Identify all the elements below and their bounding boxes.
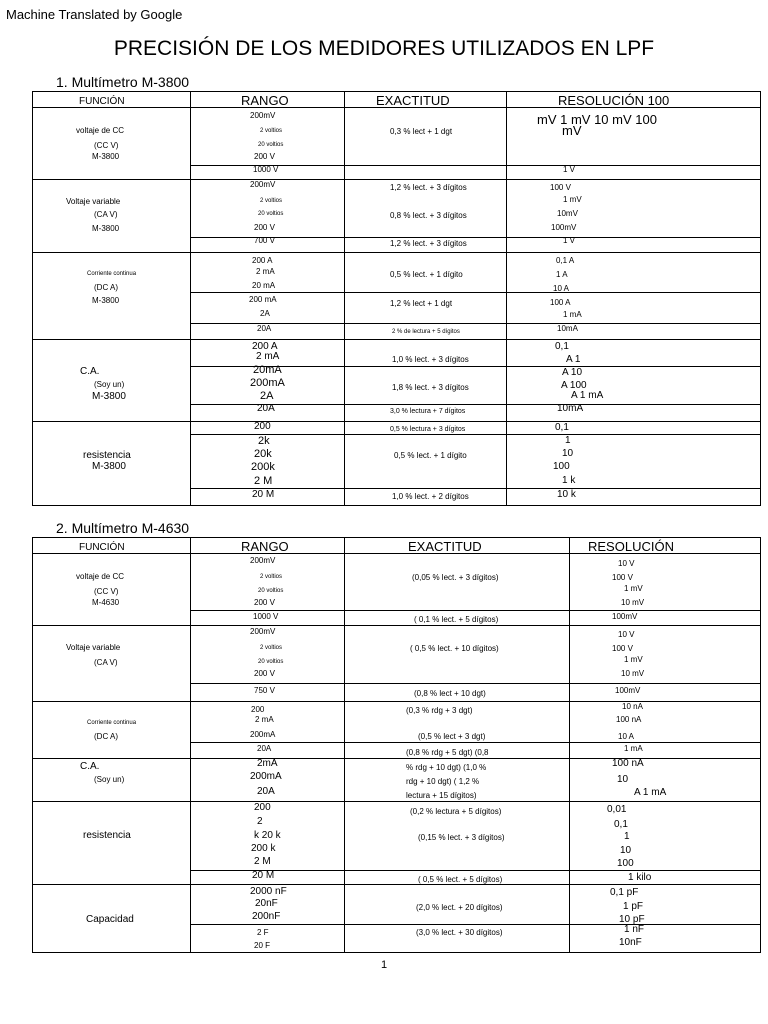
row-divider xyxy=(33,252,760,253)
table-cell-text: 1 mA xyxy=(624,744,643,753)
header-exactitud: EXACTITUD xyxy=(408,539,482,554)
table-cell-text: 200k xyxy=(251,461,275,473)
table-cell-text: 200mV xyxy=(250,111,276,120)
row-divider xyxy=(33,553,760,554)
table-cell-text: 20 F xyxy=(254,941,271,950)
table-cell-text: 20 voltios xyxy=(258,588,284,594)
table-cell-text: 1 xyxy=(565,435,571,446)
table-cell-text: 200 xyxy=(254,421,271,432)
table-cell-text: (2,0 % lect. + 20 dígitos) xyxy=(416,903,503,912)
subrow-divider xyxy=(190,434,760,435)
table-cell-text: 700 V xyxy=(254,236,275,245)
table-cell-text: 20 M xyxy=(252,870,275,881)
table-cell-text: M-3800 xyxy=(92,391,126,402)
table-cell-text: 1,2 % lect. + 3 dígitos xyxy=(390,239,467,248)
table-cell-text: 200 mA xyxy=(249,295,277,304)
table-cell-text: ( 0,5 % lect. + 10 dígitos) xyxy=(410,644,499,653)
table-cell-text: 1,0 % lect. + 2 dígitos xyxy=(392,492,469,501)
table-cell-text: resistencia xyxy=(83,830,131,841)
table-cell-text: 10mA xyxy=(557,324,578,333)
table-cell-text: A 1 mA xyxy=(634,787,667,798)
table-cell-text: voltaje de CC xyxy=(76,126,125,135)
table-cell-text: % rdg + 10 dgt) (1,0 % xyxy=(406,763,487,772)
table-cell-text: (0,2 % lectura + 5 dígitos) xyxy=(410,807,502,816)
table-cell-text: (0,8 % rdg + 5 dgt) (0,8 xyxy=(406,748,489,757)
table-cell-text: 1,0 % lect. + 3 dígitos xyxy=(392,355,469,364)
subrow-divider xyxy=(190,610,760,611)
table-cell-text: 2 mA xyxy=(256,351,280,362)
table-cell-text: (CC V) xyxy=(94,587,119,596)
column-divider xyxy=(506,92,507,505)
table-cell-text: 20 M xyxy=(252,489,275,500)
subrow-divider xyxy=(190,292,760,293)
table-cell-text: 20 voltios xyxy=(258,142,284,148)
table-cell-text: 20A xyxy=(257,786,275,797)
table-cell-text: 10 xyxy=(562,448,574,459)
table-cell-text: 2k xyxy=(258,435,270,447)
column-divider xyxy=(569,538,570,952)
table-cell-text: k 20 k xyxy=(254,830,281,841)
table-cell-text: 100 nA xyxy=(616,715,642,724)
table-cell-text: 200 V xyxy=(254,598,275,607)
table-cell-text: 1,2 % lect + 1 dgt xyxy=(390,299,453,308)
column-divider xyxy=(190,92,191,505)
table-cell-text: 20 voltios xyxy=(258,659,284,665)
column-divider xyxy=(344,92,345,505)
table-cell-text: 10mV xyxy=(557,209,578,218)
table-cell-text: (3,0 % lect. + 30 dígitos) xyxy=(416,928,503,937)
table-cell-text: Corriente continua xyxy=(87,720,137,726)
table-cell-text: 1000 V xyxy=(253,612,279,621)
column-divider xyxy=(344,538,345,952)
table-cell-text: 1 kilo xyxy=(628,872,652,883)
table-cell-text: A 100 xyxy=(561,380,587,391)
table-cell-text: 20A xyxy=(257,324,272,333)
table-cell-text: 200 V xyxy=(254,152,275,161)
table-cell-text: (CA V) xyxy=(94,658,118,667)
table-cell-text: C.A. xyxy=(80,366,100,377)
table-cell-text: 10 A xyxy=(553,284,570,293)
table-cell-text: 2 mA xyxy=(255,715,274,724)
table-cell-text: 10 xyxy=(617,774,629,785)
table-cell-text: 0,1 A xyxy=(556,256,575,265)
header-resolucion: RESOLUCIÓN 100 xyxy=(558,93,670,108)
table-cell-text: 200nF xyxy=(252,911,281,922)
table-cell-text: ( 0,1 % lect. + 5 dígitos) xyxy=(414,615,499,624)
table-cell-text: 1 nF xyxy=(624,924,645,935)
table-cell-text: 200mV xyxy=(250,180,276,189)
header-funcion: FUNCIÓN xyxy=(79,542,125,553)
subrow-divider xyxy=(190,237,760,238)
section-heading-m4630: 2. Multímetro M-4630 xyxy=(56,520,190,536)
table-cell-text: 100 A xyxy=(550,298,571,307)
header-rango: RANGO xyxy=(241,93,289,108)
table-cell-text: 100mV xyxy=(551,223,577,232)
table-cell-text: 2 xyxy=(257,816,263,827)
table-cell-text: Voltaje variable xyxy=(66,197,121,206)
table-cell-text: 10 V xyxy=(618,630,635,639)
column-divider xyxy=(190,538,191,952)
table-cell-text: 100 V xyxy=(550,183,571,192)
table-cell-text: (DC A) xyxy=(94,283,118,292)
table-cell-text: lectura + 15 dígitos) xyxy=(406,791,477,800)
table-cell-text: M-3800 xyxy=(92,152,120,161)
table-cell-text: 750 V xyxy=(254,686,275,695)
row-divider xyxy=(33,339,760,340)
table-cell-text: (0,5 % lect + 3 dgt) xyxy=(418,732,486,741)
table-cell-text: (CA V) xyxy=(94,210,118,219)
table-cell-text: 2 mA xyxy=(256,267,275,276)
row-divider xyxy=(33,801,760,802)
table-cell-text: 2 voltios xyxy=(260,198,283,204)
table-cell-text: 0,5 % lect. + 1 dígito xyxy=(394,451,467,460)
table-cell-text: 1,2 % lect. + 3 dígitos xyxy=(390,183,467,192)
table-cell-text: Capacidad xyxy=(86,914,134,925)
table-cell-text: 100mV xyxy=(612,612,638,621)
table-cell-text: 10 k xyxy=(557,489,576,500)
table-cell-text: 2A xyxy=(260,390,274,402)
table-cell-text: 10mA xyxy=(557,403,584,414)
table-cell-text: 2000 nF xyxy=(250,886,287,897)
table-cell-text: 1 V xyxy=(563,165,576,174)
table-cell-text: 0,1 xyxy=(555,422,569,433)
subrow-divider xyxy=(190,683,760,684)
table-cell-text: 0,1 xyxy=(555,341,569,352)
table-cell-text: 3,0 % lectura + 7 dígitos xyxy=(390,408,466,415)
table-cell-text: 2 M xyxy=(254,856,271,867)
table-cell-text: (DC A) xyxy=(94,732,118,741)
table-cell-text: M-4630 xyxy=(92,598,120,607)
table-cell-text: M-3800 xyxy=(92,461,126,472)
table-cell-text: 0,5 % lectura + 3 dígitos xyxy=(390,426,466,433)
table-cell-text: (0,15 % lect. + 3 dígitos) xyxy=(418,833,505,842)
table-cell-text: 1,8 % lect. + 3 dígitos xyxy=(392,383,469,392)
table-cell-text: 2A xyxy=(260,309,270,318)
table-cell-text: 20A xyxy=(257,744,272,753)
table-cell-text: (0,05 % lect. + 3 dígitos) xyxy=(412,573,499,582)
table-cell-text: M-3800 xyxy=(92,296,120,305)
table-cell-text: 1 mV xyxy=(563,195,582,204)
table-cell-text: resistencia xyxy=(83,450,131,461)
row-divider xyxy=(33,421,760,422)
table-cell-text: 200 xyxy=(254,802,271,813)
table-cell-text: ( 0,5 % lect. + 5 dígitos) xyxy=(418,875,503,884)
table-cell-text: voltaje de CC xyxy=(76,572,125,581)
table-cell-text: 1 A xyxy=(556,270,568,279)
table-cell-text: 2 voltios xyxy=(260,645,283,651)
table-cell-text: 2 voltios xyxy=(260,574,283,580)
table-cell-text: 20 voltios xyxy=(258,211,284,217)
table-cell-text: 200mV xyxy=(250,556,276,565)
table-cell-text: 100 nA xyxy=(612,758,644,769)
table-cell-text: 100 xyxy=(617,858,634,869)
table-cell-text: (CC V) xyxy=(94,141,119,150)
table-cell-text: (Soy un) xyxy=(94,380,125,389)
table-cell-text: 1 mV xyxy=(624,655,643,664)
table-cell-text: 2mA xyxy=(257,758,278,769)
table-cell-text: 0,8 % lect. + 3 dígitos xyxy=(390,211,467,220)
table-cell-text: 10 nA xyxy=(622,702,643,711)
table-cell-text: 2 voltios xyxy=(260,128,283,134)
table-cell-text: Corriente continua xyxy=(87,271,137,277)
table-cell-text: mV xyxy=(562,123,582,138)
table-cell-text: 100 V xyxy=(612,644,633,653)
subrow-divider xyxy=(190,924,760,925)
table-cell-text: 200 V xyxy=(254,223,275,232)
table-cell-text: 100 xyxy=(553,461,570,472)
table-cell-text: 100 V xyxy=(612,573,633,582)
table-cell-text: 1 k xyxy=(562,475,576,486)
table-cell-text: 1 V xyxy=(563,236,576,245)
table-cell-text: 200 xyxy=(251,705,265,714)
table-cell-text: 200mV xyxy=(250,627,276,636)
table-cell-text: 10 xyxy=(620,845,632,856)
table-cell-text: 200 A xyxy=(252,341,278,352)
table-cell-text: rdg + 10 dgt) ( 1,2 % xyxy=(406,777,480,786)
row-divider xyxy=(33,701,760,702)
table-cell-text: 1 pF xyxy=(623,901,644,912)
subrow-divider xyxy=(190,323,760,324)
page-number: 1 xyxy=(381,959,388,971)
table-cell-text: A 1 mA xyxy=(571,390,604,401)
subrow-divider xyxy=(190,404,760,405)
subrow-divider xyxy=(190,870,760,871)
table-cell-text: 20nF xyxy=(255,898,278,909)
table-cell-text: 200 A xyxy=(252,256,273,265)
table-cell-text: 10 mV xyxy=(621,669,645,678)
translation-banner: Machine Translated by Google xyxy=(6,7,183,22)
table-cell-text: 1 mV xyxy=(624,584,643,593)
section-heading-m3800: 1. Multímetro M-3800 xyxy=(56,74,190,90)
table-cell-text: 20k xyxy=(254,448,272,460)
accuracy-table-m4630 xyxy=(32,537,761,953)
table-cell-text: 0,3 % lect + 1 dgt xyxy=(390,127,453,136)
table-cell-text: 200 k xyxy=(251,843,276,854)
table-cell-text: Voltaje variable xyxy=(66,643,121,652)
row-divider xyxy=(33,625,760,626)
table-cell-text: (Soy un) xyxy=(94,775,125,784)
row-divider xyxy=(33,884,760,885)
header-funcion: FUNCIÓN xyxy=(79,96,125,107)
table-cell-text: A 1 xyxy=(566,354,581,365)
table-cell-text: 1 mA xyxy=(563,310,582,319)
subrow-divider xyxy=(190,488,760,489)
header-exactitud: EXACTITUD xyxy=(376,93,450,108)
table-cell-text: 20mA xyxy=(253,364,282,376)
table-cell-text: 0,01 xyxy=(607,804,627,815)
table-cell-text: 10nF xyxy=(619,937,642,948)
row-divider xyxy=(33,758,760,759)
table-cell-text: C.A. xyxy=(80,761,100,772)
table-cell-text: 10 V xyxy=(618,559,635,568)
table-cell-text: 2 M xyxy=(254,475,273,487)
page-title: PRECISIÓN DE LOS MEDIDORES UTILIZADOS EN LPF xyxy=(113,37,655,60)
table-cell-text: 10 pF xyxy=(619,914,645,925)
table-cell-text: (0,8 % lect + 10 dgt) xyxy=(414,689,486,698)
table-cell-text: 20A xyxy=(257,403,275,414)
table-cell-text: M-3800 xyxy=(92,224,120,233)
table-cell-text: 200mA xyxy=(250,771,282,782)
table-cell-text: 20 mA xyxy=(252,281,276,290)
table-cell-text: 0,5 % lect. + 1 dígito xyxy=(390,270,463,279)
table-cell-text: mV 1 mV 10 mV 100 xyxy=(537,112,657,127)
table-cell-text: A 10 xyxy=(562,367,583,378)
table-cell-text: 100mV xyxy=(615,686,641,695)
table-cell-text: (0,3 % rdg + 3 dgt) xyxy=(406,706,473,715)
table-cell-text: 0,1 xyxy=(614,819,628,830)
table-cell-text: 2 F xyxy=(257,928,269,937)
header-resolucion: RESOLUCIÓN xyxy=(588,539,674,554)
table-cell-text: 200mA xyxy=(250,377,285,389)
table-cell-text: 0,1 pF xyxy=(610,887,639,898)
header-rango: RANGO xyxy=(241,539,289,554)
table-cell-text: 10 mV xyxy=(621,598,645,607)
subrow-divider xyxy=(190,742,760,743)
row-divider xyxy=(33,107,760,108)
table-cell-text: 1 xyxy=(624,831,630,842)
table-cell-text: 2 % de lectura + 5 dígitos xyxy=(392,329,460,335)
table-cell-text: 1000 V xyxy=(253,165,279,174)
table-cell-text: 200 V xyxy=(254,669,275,678)
table-cell-text: 200mA xyxy=(250,730,276,739)
table-cell-text: 10 A xyxy=(618,732,635,741)
row-divider xyxy=(33,179,760,180)
